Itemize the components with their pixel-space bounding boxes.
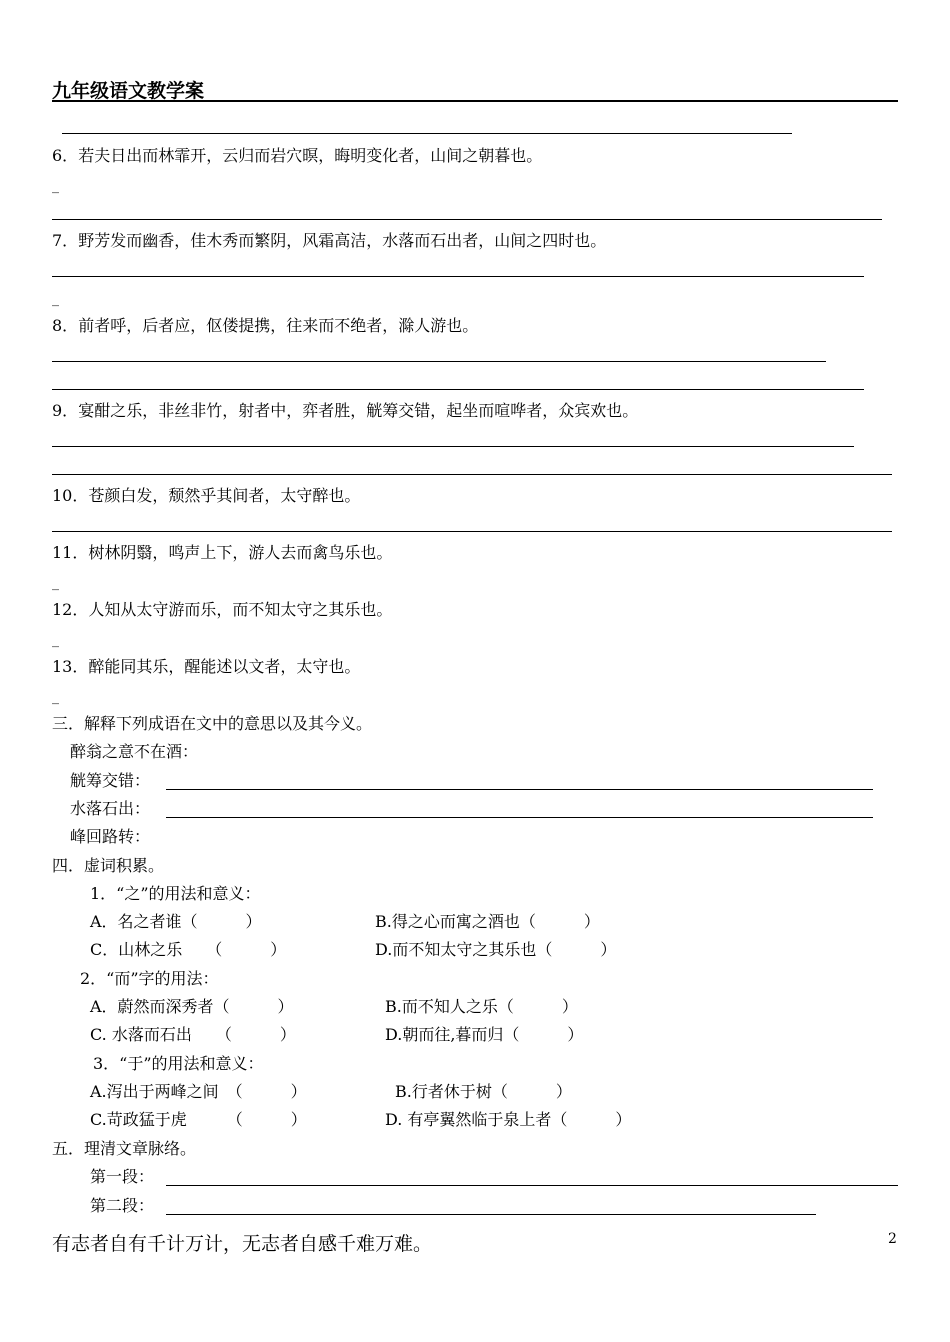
section-4-heading: 四．虚词积累。 [52,856,165,875]
option-b: B.行者休于树（ ） [395,1082,572,1101]
item-text: 若夫日出而林霏开，云归而岩穴暝，晦明变化者，山间之朝暮也。 [78,146,543,165]
option-c: C. 水落而石出 （ ） [90,1025,296,1044]
answer-line [166,1185,898,1186]
idiom-label: 水落石出： [70,799,151,818]
answer-line [52,531,892,532]
item-number: 7． [52,231,79,250]
header-title: 九年级语文教学案 [52,80,205,102]
dash-mark: _ [52,575,59,591]
item-number: 11． [52,543,89,562]
footer-motto: 有志者自有千计万计，无志者自感千难万难。 [52,1233,433,1255]
answer-line [52,446,854,447]
option-c: C．山林之乐 （ ） [90,940,287,959]
answer-line [52,474,892,475]
option-d: D. 有亭翼然临于泉上者（ ） [385,1110,632,1129]
answer-line [166,789,873,790]
item-text: 前者呼，后者应，伛偻提携，往来而不绝者，滁人游也。 [78,316,479,335]
question-3-title: 3．“于”的用法和意义： [93,1054,264,1073]
header-rule [52,100,898,102]
translation-item-6 [52,146,542,166]
item-text: 人知从太守游而乐，而不知太守之其乐也。 [88,600,393,619]
paragraph-label: 第二段： [90,1196,155,1215]
option-a: A.泻出于两峰之间 （ ） [90,1082,307,1101]
option-d: D.而不知太守之其乐也（ ） [375,940,617,959]
item-text: 醉能同其乐，醒能述以文者，太守也。 [88,657,361,676]
item-number: 6． [52,146,79,165]
page-number: 2 [888,1231,897,1247]
answer-line [52,276,864,277]
item-text: 野芳发而幽香，佳木秀而繁阴，风霜高洁，水落而石出者，山间之四时也。 [78,231,607,250]
translation-item-12 [52,600,392,620]
option-d: D.朝而往,暮而归（ ） [385,1025,584,1044]
item-number: 12． [52,600,89,619]
answer-line [52,389,864,390]
answer-line [52,361,826,362]
idiom-label: 觥筹交错： [70,771,151,790]
answer-line [62,133,792,134]
section-3-heading: 三．解释下列成语在文中的意思以及其今义。 [52,714,373,733]
section-5-heading: 五．理清文章脉络。 [52,1139,197,1158]
item-number: 13． [52,657,89,676]
option-b: B.而不知人之乐（ ） [385,997,578,1016]
option-c: C.苛政猛于虎 （ ） [90,1110,307,1129]
idiom-label: 峰回路转： [70,827,151,846]
item-number: 9． [52,401,79,420]
translation-item-9 [52,401,638,421]
translation-item-7 [52,231,606,251]
item-number: 10． [52,486,89,505]
answer-line [166,1214,816,1215]
translation-item-8 [52,316,478,336]
paragraph-label: 第一段： [90,1167,155,1186]
item-text: 树林阴翳，鸣声上下，游人去而禽鸟乐也。 [88,543,393,562]
question-2-title: 2．“而”字的用法： [80,969,219,988]
item-text: 宴酣之乐，非丝非竹，射者中，弈者胜，觥筹交错，起坐而喧哗者，众宾欢也。 [78,401,639,420]
item-text: 苍颜白发，颓然乎其间者，太守醉也。 [88,486,361,505]
dash-mark: _ [52,291,59,307]
dash-mark: _ [52,632,59,648]
translation-item-13 [52,657,360,677]
idiom-label: 醉翁之意不在酒： [70,742,199,761]
answer-line [166,817,873,818]
translation-item-10 [52,486,360,506]
question-1-title: 1．“之”的用法和意义： [90,884,261,903]
item-number: 8． [52,316,79,335]
option-b: B.得之心而寓之酒也（ ） [375,912,600,931]
answer-line [52,219,882,220]
dash-mark: _ [52,689,59,705]
option-a: A．蔚然而深秀者（ ） [90,997,294,1016]
option-a: A．名之者谁（ ） [90,912,262,931]
translation-item-11 [52,543,392,563]
dash-mark: _ [52,178,59,194]
